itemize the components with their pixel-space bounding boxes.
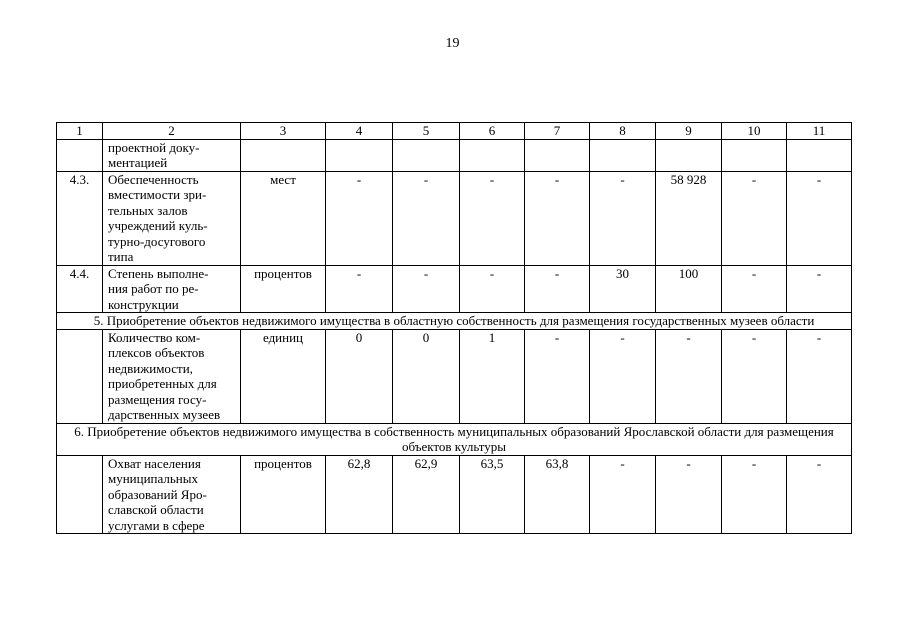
value-cell [525,139,590,171]
header-cell: 9 [656,123,722,140]
row-number-cell: 4.3. [57,171,103,265]
table-row [57,139,852,171]
value-cell: - [787,455,852,534]
section-heading: 6. Приобретение объектов недвижимого имущества в собственность муниципальных образований Ярославской области для размещения объектов культуры [57,423,852,455]
value-cell: - [393,265,460,313]
row-number-cell [57,455,103,534]
header-cell: 5 [393,123,460,140]
unit-cell [241,139,326,171]
value-cell: - [590,329,656,423]
indicators-table [56,122,852,534]
header-cell: 10 [722,123,787,140]
value-cell: - [326,265,393,313]
value-cell [326,139,393,171]
header-cell: 2 [103,123,241,140]
value-cell: 58 928 [656,171,722,265]
value-cell: 63,8 [525,455,590,534]
table-row [57,329,852,423]
value-cell: - [787,329,852,423]
header-cell: 8 [590,123,656,140]
value-cell: - [393,171,460,265]
header-cell: 11 [787,123,852,140]
value-cell: 63,5 [460,455,525,534]
header-cell: 1 [57,123,103,140]
value-cell: - [656,455,722,534]
value-cell [656,139,722,171]
value-cell: 1 [460,329,525,423]
value-cell: - [460,265,525,313]
value-cell: - [722,171,787,265]
value-cell: - [722,329,787,423]
value-cell: - [326,171,393,265]
row-number-cell [57,329,103,423]
value-cell [460,139,525,171]
value-cell: - [525,171,590,265]
value-cell: 0 [393,329,460,423]
value-cell: - [722,265,787,313]
row-number-cell [57,139,103,171]
value-cell: - [656,329,722,423]
indicator-name-cell: Охват населения муниципальных образований Яро- славской области услугами в сфере [103,455,241,534]
value-cell: - [525,329,590,423]
indicator-name-cell: Обеспеченность вместимости зри- тельных залов учреждений куль- турно-досугового типа [103,171,241,265]
table-row [57,455,852,534]
value-cell: - [722,455,787,534]
unit-cell: единиц [241,329,326,423]
section-heading-row [57,423,852,455]
indicator-name-cell: Количество ком- плексов объектов недвижимости, приобретенных для размещения госу- дарственных музеев [103,329,241,423]
table-row [57,171,852,265]
value-cell: 62,8 [326,455,393,534]
header-cell: 6 [460,123,525,140]
indicator-name-cell: Степень выполне- ния работ по ре- конструкции [103,265,241,313]
value-cell: - [525,265,590,313]
row-number-cell: 4.4. [57,265,103,313]
section-heading: 5. Приобретение объектов недвижимого имущества в областную собственность для размещения государственных музеев области [57,313,852,330]
unit-cell: мест [241,171,326,265]
value-cell: 100 [656,265,722,313]
value-cell [787,139,852,171]
section-heading-row [57,313,852,330]
value-cell: 0 [326,329,393,423]
value-cell: 30 [590,265,656,313]
value-cell: 62,9 [393,455,460,534]
value-cell [722,139,787,171]
page-number: 19 [445,36,460,51]
unit-cell: процентов [241,455,326,534]
value-cell: - [787,265,852,313]
table-row [57,265,852,313]
header-cell: 4 [326,123,393,140]
value-cell: - [460,171,525,265]
header-cell: 7 [525,123,590,140]
indicator-name-cell: проектной доку- ментацией [103,139,241,171]
value-cell [393,139,460,171]
header-cell: 3 [241,123,326,140]
value-cell [590,139,656,171]
value-cell: - [590,455,656,534]
unit-cell: процентов [241,265,326,313]
value-cell: - [787,171,852,265]
table-header-row [57,123,852,140]
value-cell: - [590,171,656,265]
